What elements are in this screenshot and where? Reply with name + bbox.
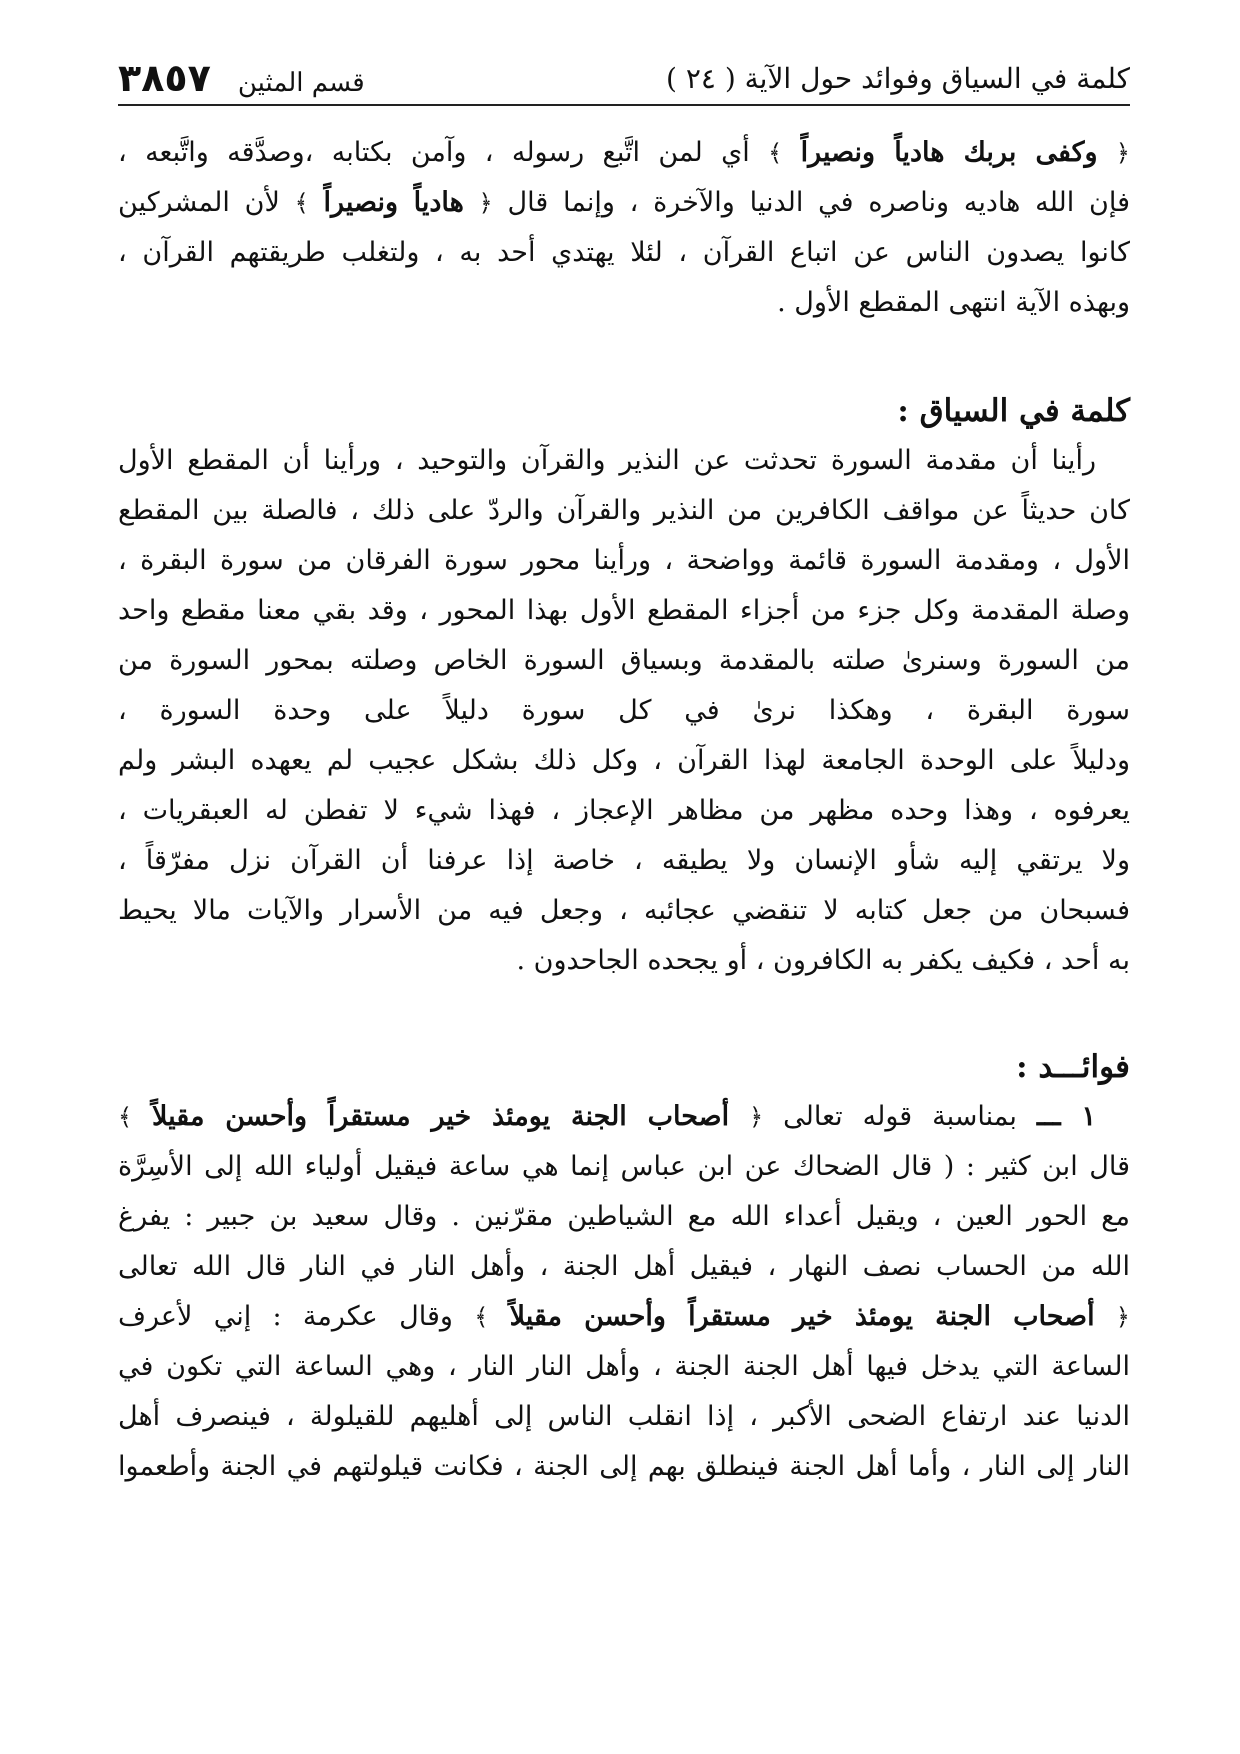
context-line: ودليلاً على الوحدة الجامعة لهذا القرآن ، وكل ذلك بشكل عجيب لم يعهده البشر ولم: [118, 745, 1130, 776]
quran-verse: وكفى بربك هادياً ونصيراً: [800, 137, 1098, 168]
section-spacer: [118, 986, 1130, 1042]
section-spacer: [118, 328, 1130, 386]
quran-verse: أصحاب الجنة يومئذ خير مستقراً وأحسن مقيلاً: [152, 1101, 730, 1132]
quran-bracket-open: ﴿: [1115, 139, 1130, 167]
intro-line-text: أي لمن اتَّبع رسوله ، وآمن بكتابه ،وصدَّقه واتَّبعه ،: [118, 137, 750, 168]
benefits-paragraph: [118, 1092, 1130, 1492]
header-left-group: [118, 56, 365, 100]
context-paragraph: [118, 436, 1130, 986]
context-line: فسبحان من جعل كتابه لا تنقضي عجائبه ، وجعل فيه من الأسرار والآيات مالا يحيط: [118, 895, 1130, 926]
benefit-verse-line: [118, 1292, 1130, 1342]
quran-bracket-close: ﴾: [118, 1103, 133, 1131]
page-number: ٣٨٥٧: [118, 56, 211, 100]
context-line: رأينا أن مقدمة السورة تحدثت عن النذير والقرآن والتوحيد ، ورأينا أن المقطع الأول: [118, 445, 1096, 476]
benefit-item-1-line: [118, 1092, 1130, 1142]
context-line: يعرفوه ، وهذا وحده مظهر من مظاهر الإعجاز ، فهذا شيء لا تفطن له العبقريات ،: [118, 795, 1130, 826]
context-line: من السورة وسنرىٰ صلته بالمقدمة وبسياق السورة الخاص وصلته بمحور السورة من: [118, 645, 1130, 676]
quran-bracket-close: ﴾: [294, 189, 309, 217]
section-name: قسم المثين: [237, 68, 365, 98]
benefit-number: ١ ـــ: [1036, 1101, 1096, 1132]
quran-verse: أصحاب الجنة يومئذ خير مستقراً وأحسن مقيلاً: [509, 1301, 1095, 1332]
context-line: كان حديثاً عن مواقف الكافرين من النذير والقرآن والردّ على ذلك ، فالصلة بين المقطع: [118, 495, 1130, 526]
intro-line-4: وبهذه الآية انتهى المقطع الأول .: [777, 287, 1130, 318]
intro-line-text: فإن الله هاديه وناصره في الدنيا والآخرة ، وإنما قال: [507, 187, 1130, 218]
intro-line-2: [118, 178, 1130, 228]
benefits-heading: فوائـــد :: [1016, 1049, 1130, 1085]
quran-verse: هادياً ونصيراً: [323, 187, 464, 218]
context-line: الأول ، ومقدمة السورة قائمة وواضحة ، ورأينا محور سورة الفرقان من سورة البقرة ،: [118, 545, 1130, 576]
benefit-line: مع الحور العين ، ويقيل أعداء الله مع الشياطين مقرّنين . وقال سعيد بن جبير : يفرغ: [118, 1201, 1130, 1232]
page-body: [118, 128, 1130, 1492]
intro-line-1: [118, 128, 1130, 178]
intro-line-text: لأن المشركين: [118, 187, 280, 218]
quran-bracket-close: ﴾: [768, 139, 783, 167]
benefit-intro: بمناسبة قوله تعالى: [783, 1101, 1017, 1132]
quran-bracket-open: ﴿: [749, 1103, 764, 1131]
context-line: به أحد ، فكيف يكفر به الكافرون ، أو يجحده الجاحدون .: [516, 945, 1130, 976]
benefit-line: النار إلى النار ، وأما أهل الجنة فينطلق بهم إلى الجنة ، فكانت قيلولتهم في الجنة وأطعموا: [118, 1451, 1130, 1482]
context-line: وصلة المقدمة وكل جزء من أجزاء المقطع الأول بهذا المحور ، وقد بقي معنا مقطع واحد: [118, 595, 1130, 626]
intro-paragraph: [118, 128, 1130, 328]
context-line: ولا يرتقي إليه شأو الإنسان ولا يطيقه ، خاصة إذا عرفنا أن القرآن نزل مفرّقاً ،: [118, 845, 1130, 876]
benefit-line: الدنيا عند ارتفاع الضحى الأكبر ، إذا انقلب الناس إلى أهليهم للقيلولة ، فينصرف أهل: [118, 1401, 1130, 1432]
running-header: [118, 56, 1130, 106]
benefit-line: قال ابن كثير : ( قال الضحاك عن ابن عباس إنما هي ساعة فيقيل أولياء الله إلى الأسِرَّة: [118, 1151, 1130, 1182]
quran-bracket-open: ﴿: [1115, 1303, 1130, 1331]
quran-bracket-open: ﴿: [478, 189, 493, 217]
benefit-line: الساعة التي يدخل فيها أهل الجنة الجنة ، وأهل النار النار ، وهي الساعة التي تكون في: [118, 1351, 1130, 1382]
benefit-line: الله من الحساب نصف النهار ، فيقيل أهل الجنة ، وأهل النار في النار قال الله تعالى: [118, 1251, 1130, 1282]
context-line: سورة البقرة ، وهكذا نرىٰ في كل سورة دليلاً على وحدة السورة ،: [118, 695, 1130, 726]
intro-line-3: كانوا يصدون الناس عن اتباع القرآن ، لئلا يهتدي أحد به ، ولتغلب طريقتهم القرآن ،: [118, 237, 1130, 268]
quran-bracket-close: ﴾: [474, 1303, 489, 1331]
benefit-line-text: وقال عكرمة : إني لأعرف: [118, 1301, 453, 1332]
context-heading: كلمة في السياق :: [897, 393, 1130, 429]
chapter-title: كلمة في السياق وفوائد حول الآية ( ٢٤ ): [666, 62, 1130, 95]
